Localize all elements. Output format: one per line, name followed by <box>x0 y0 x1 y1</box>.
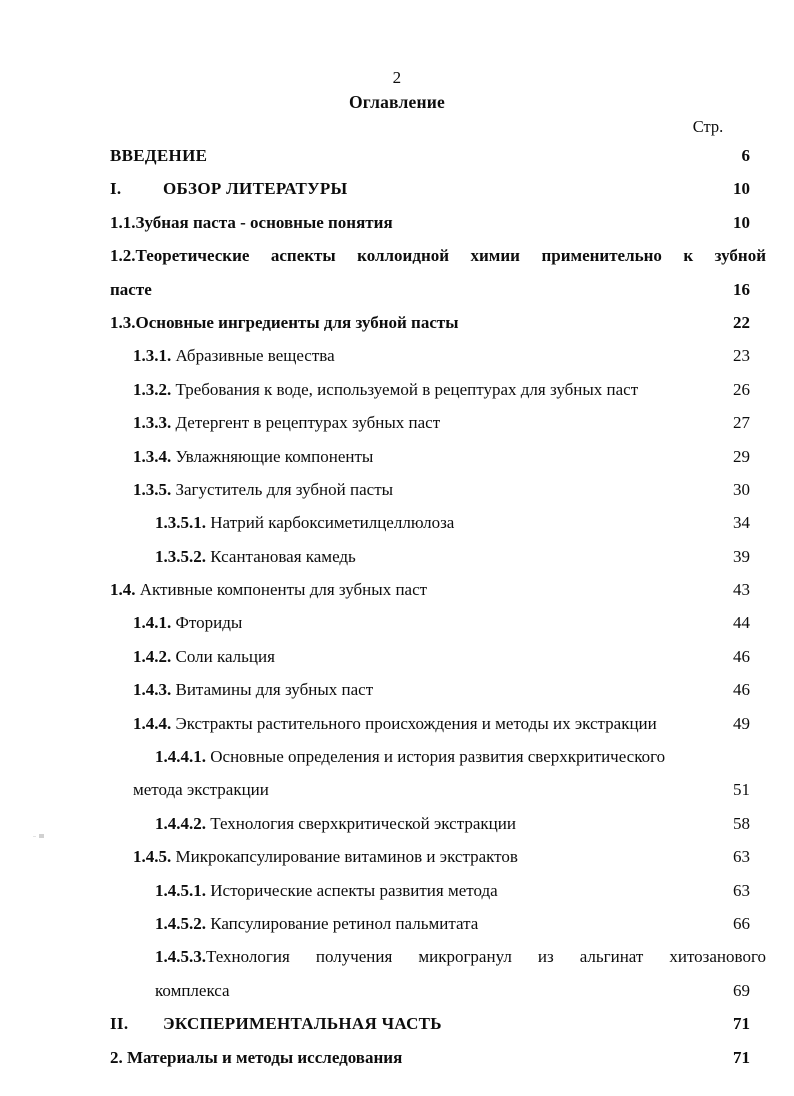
toc-entry[interactable] <box>0 139 794 172</box>
toc-entry-prefix: 1.4.3. <box>133 680 172 700</box>
toc-entry-prefix: 1.3.3. <box>133 413 172 433</box>
toc-entry-title: комплекса <box>155 980 230 1000</box>
toc-entry[interactable] <box>0 306 794 339</box>
toc-entry-page-number: 51 <box>733 780 750 800</box>
toc-entry-page-number: 16 <box>733 279 750 299</box>
toc-entry-title: 1.1.Зубная паста - основные понятия <box>110 212 393 232</box>
toc-entry-prefix: 1.3.1. <box>133 346 172 366</box>
toc-entry[interactable] <box>0 940 794 973</box>
toc-entry-title <box>133 673 373 706</box>
toc-entry-prefix: 1.3.5.1. <box>155 513 206 533</box>
toc-entry-title <box>133 406 440 439</box>
toc-entry-title <box>133 440 373 473</box>
toc-entry-title <box>155 740 665 773</box>
toc-entry-label: Требования к воде, используемой в рецептурах для зубных паст <box>171 379 639 399</box>
toc-entry[interactable] <box>0 707 794 740</box>
toc-entry-label: Исторические аспекты развития метода <box>206 880 498 900</box>
toc-entry-page-number: 6 <box>741 146 750 165</box>
toc-entry-label: Основные определения и история развития сверхкритического <box>206 747 666 767</box>
toc-entry-page-number: 30 <box>733 479 750 499</box>
toc-entry[interactable] <box>0 473 794 506</box>
toc-entry[interactable] <box>0 606 794 639</box>
toc-entry-title <box>133 640 275 673</box>
toc-entry-label: Фториды <box>171 613 243 633</box>
page-column-header: Стр. <box>692 117 724 136</box>
toc-entry-page-number: 23 <box>733 346 750 366</box>
toc-entry-prefix: 1.4.4. <box>133 713 172 733</box>
toc-entry-title <box>155 874 498 907</box>
toc-entry[interactable] <box>0 740 794 773</box>
page-title: Оглавление <box>349 92 445 112</box>
toc-entry-prefix: 1.4.4.1. <box>155 747 206 767</box>
page-folio: 2 <box>392 68 402 87</box>
toc-entry-prefix: 1.4.5. <box>133 847 172 867</box>
toc-entry[interactable] <box>0 907 794 940</box>
toc-entry-prefix: 1.3.5.2. <box>155 546 206 566</box>
toc-entry-prefix: 1.4.5.3. <box>155 947 206 967</box>
toc-entry-title <box>133 373 638 406</box>
toc-entry-page-number: 43 <box>733 580 750 600</box>
toc-entry[interactable] <box>0 773 794 806</box>
toc-entry-label: Абразивные вещества <box>171 346 335 366</box>
toc-entry-label: Активные компоненты для зубных паст <box>135 580 428 600</box>
toc-entry-prefix: 1.3.2. <box>133 379 172 399</box>
toc-entry[interactable] <box>0 239 794 272</box>
toc-entry-page-number: 49 <box>733 713 750 733</box>
toc-entry-page-number: 26 <box>733 379 750 399</box>
toc-entry-prefix: 1.3.4. <box>133 446 172 466</box>
toc-entry-title <box>155 540 356 573</box>
toc-entry-title: пасте <box>110 279 152 299</box>
toc-entry-page-number: 46 <box>733 646 750 666</box>
toc-entry-prefix: 1.4. <box>110 580 136 600</box>
toc-entry[interactable] <box>0 874 794 907</box>
toc-entry-page-number: 63 <box>733 880 750 900</box>
toc-entry-page-number: 10 <box>733 212 750 232</box>
toc-entry-title <box>110 573 427 606</box>
toc-entry-page-number: 63 <box>733 847 750 867</box>
toc-entry[interactable] <box>0 540 794 573</box>
toc-entry-label: Соли кальция <box>171 646 275 666</box>
toc-entry[interactable] <box>0 172 794 205</box>
toc-entry[interactable] <box>0 640 794 673</box>
toc-entry-numeral: II. <box>110 1014 129 1034</box>
toc-entry[interactable] <box>0 373 794 406</box>
toc-entry-title <box>155 807 516 840</box>
toc-entry-page-number: 71 <box>733 1047 750 1067</box>
toc-entry[interactable] <box>0 807 794 840</box>
toc-entry-page-number: 39 <box>733 546 750 566</box>
toc-entry-page-number: 46 <box>733 680 750 700</box>
toc-entry-title <box>155 506 454 539</box>
toc-entry-page-number: 29 <box>733 446 750 466</box>
toc-entry-prefix: 1.4.5.1. <box>155 880 206 900</box>
toc-entry-page-number: 71 <box>733 1014 750 1034</box>
toc-entry-label: Технология сверхкритической экстракции <box>206 813 516 833</box>
toc-entry-prefix: 1.3.5. <box>133 479 172 499</box>
toc-entry-numeral: I. <box>110 179 122 199</box>
toc-entry-title: метода экстракции <box>133 780 269 800</box>
toc-entry-page-number: 58 <box>733 813 750 833</box>
toc-entry-title: ОБЗОР ЛИТЕРАТУРЫ <box>163 179 348 199</box>
toc-entry[interactable] <box>0 406 794 439</box>
toc-entry-prefix: 1.4.4.2. <box>155 813 206 833</box>
toc-entry-prefix: 1.4.5.2. <box>155 913 206 933</box>
toc-entry[interactable] <box>0 573 794 606</box>
toc-entry[interactable] <box>0 1041 794 1074</box>
toc-entry-label: Детергент в рецептурах зубных паст <box>171 413 441 433</box>
toc-entry-title: 2. Материалы и методы исследования <box>110 1047 403 1067</box>
toc-entry-title: ВВЕДЕНИЕ <box>110 146 208 165</box>
toc-entry-label: Технология получения микрогранул из альгинат хитозанового <box>206 947 766 967</box>
toc-entry-page-number: 22 <box>733 312 750 332</box>
toc-entry-label: Загуститель для зубной пасты <box>171 479 394 499</box>
toc-entry[interactable] <box>0 840 794 873</box>
toc-entry-page-number: 44 <box>733 613 750 633</box>
toc-entry-title <box>155 940 766 973</box>
toc-entry-label: Ксантановая камедь <box>206 546 356 566</box>
toc-entry[interactable] <box>0 339 794 372</box>
toc-entry-page-number: 10 <box>733 179 750 199</box>
toc-entry-page-number: 27 <box>733 413 750 433</box>
toc-entry[interactable] <box>0 506 794 539</box>
toc-entry-page-number: 69 <box>733 980 750 1000</box>
toc-entry-label: Витамины для зубных паст <box>171 680 374 700</box>
toc-entry-label: Экстракты растительного происхождения и методы их экстракции <box>171 713 657 733</box>
toc-entry-label: Капсулирование ретинол пальмитата <box>206 913 479 933</box>
toc-entry-title <box>133 707 657 740</box>
toc-entry-label: Увлажняющие компоненты <box>171 446 374 466</box>
toc-entry-title <box>133 840 518 873</box>
toc-entry-prefix: 1.4.2. <box>133 646 172 666</box>
toc-entry-title <box>133 339 335 372</box>
toc-entry[interactable] <box>0 273 794 306</box>
table-of-contents <box>0 139 794 1074</box>
toc-entry[interactable] <box>0 673 794 706</box>
toc-entry-title: 1.2.Теоретические аспекты коллоидной химии применительно к зубной <box>110 246 766 266</box>
toc-entry[interactable] <box>0 1007 794 1040</box>
toc-entry-label: Микрокапсулирование витаминов и экстрактов <box>171 847 518 867</box>
toc-entry-title: ЭКСПЕРИМЕНТАЛЬНАЯ ЧАСТЬ <box>163 1014 442 1034</box>
toc-entry-page-number: 66 <box>733 913 750 933</box>
toc-entry-title <box>155 907 478 940</box>
toc-entry-page-number: 34 <box>733 513 750 533</box>
toc-entry[interactable] <box>0 974 794 1007</box>
toc-entry-title <box>133 606 242 639</box>
toc-entry-title: 1.3.Основные ингредиенты для зубной пасты <box>110 312 459 332</box>
toc-entry-prefix: 1.4.1. <box>133 613 172 633</box>
toc-entry-label: Натрий карбоксиметилцеллюлоза <box>206 513 455 533</box>
toc-entry[interactable] <box>0 440 794 473</box>
toc-entry-title <box>133 473 393 506</box>
toc-entry[interactable] <box>0 206 794 239</box>
